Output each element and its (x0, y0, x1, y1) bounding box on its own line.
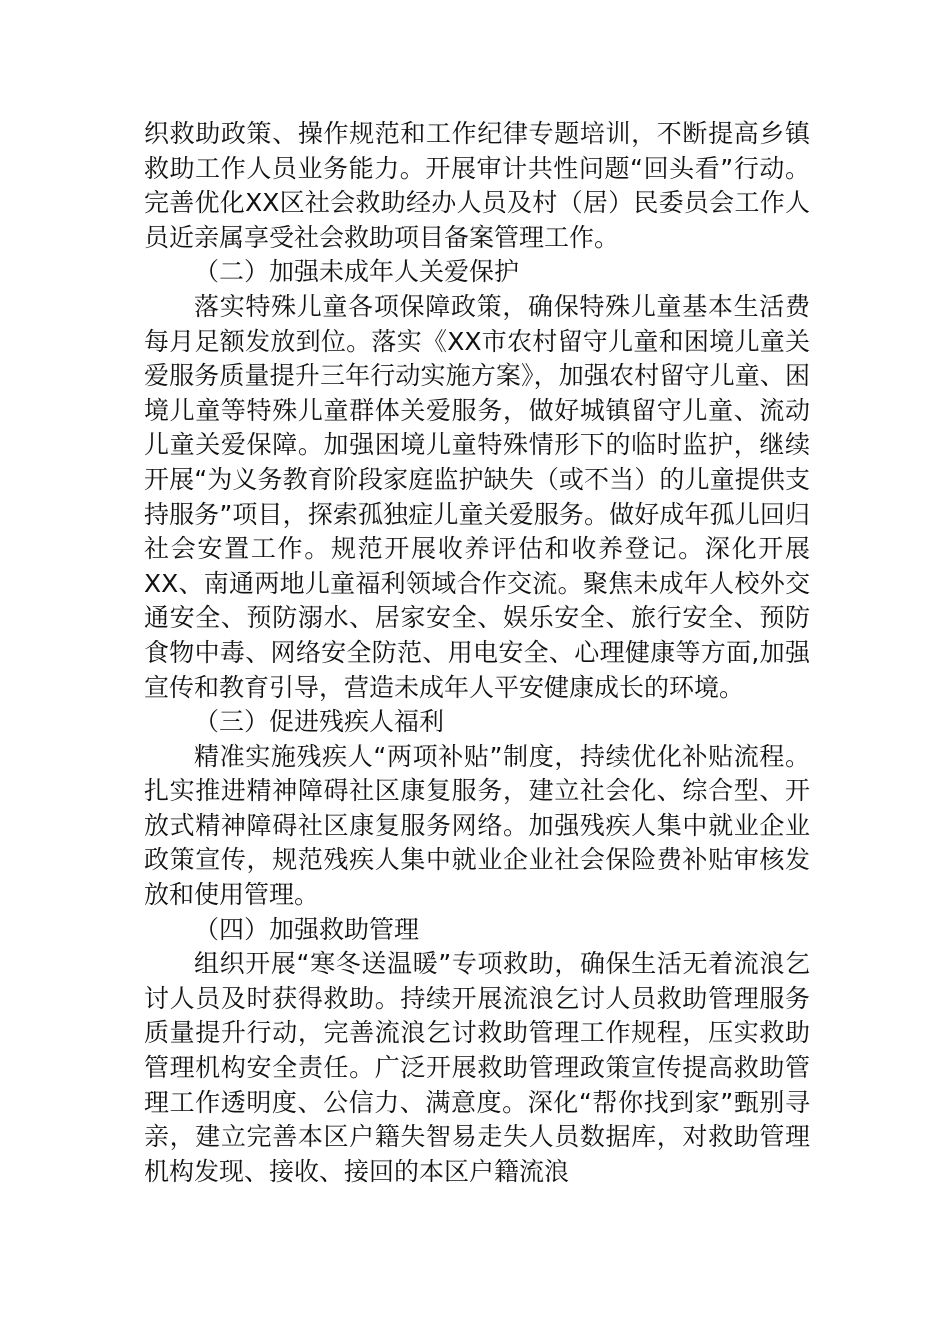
section-heading-minors: （二）加强未成年人关爱保护 (194, 257, 520, 287)
paragraph-minors: 落实特殊儿童各项保障政策，确保特殊儿童基本生活费每月足额发放到位。落实《XX市农村留守儿童和困境儿童关爱服务质量提升三年行动实施方案》，加强农村留守儿童、困境儿童等特殊儿童群体关爱服务，做好城镇留守儿童、流动儿童关爱保障。加强困境儿童特殊情形下的临时监护，继续开展“为义务教育阶段家庭监护缺失（或不当）的儿童提供支持服务”项目，探索孤独症儿童关爱服务。做好成年孤儿回归社会安置工作。规范开展收养评估和收养登记。深化开展XX、南通两地儿童福利领域合作交流。聚焦未成年人校外交通安全、预防溺水、居家安全、娱乐安全、旅行安全、预防食物中毒、网络安全防范、用电安全、心理健康等方面,加强宣传和教育引导，营造未成年人平安健康成长的环境。 (144, 291, 810, 702)
section-heading-relief: （四）加强救助管理 (194, 914, 420, 944)
section-heading-disabled: （三）促进残疾人福利 (194, 707, 445, 737)
paragraph-relief: 组织开展“寒冬送温暖”专项救助，确保生活无着流浪乞讨人员及时获得救助。持续开展流浪乞讨人员救助管理服务质量提升行动，完善流浪乞讨救助管理工作规程，压实救助管理机构安全责任。广泛开展救助管理政策宣传提高救助管理工作透明度、公信力、满意度。深化“帮你找到家”甄别寻亲，建立完善本区户籍失智易走失人员数据库，对救助管理机构发现、接收、接回的本区户籍流浪 (144, 949, 810, 1186)
document-body (144, 117, 810, 1189)
paragraph-disabled: 精准实施残疾人“两项补贴”制度，持续优化补贴流程。扎实推进精神障碍社区康复服务，建立社会化、综合型、开放式精神障碍社区康复服务网络。加强残疾人集中就业企业政策宣传，规范残疾人集中就业企业社会保险费补贴审核发放和使用管理。 (144, 741, 810, 910)
paragraph-training: 织救助政策、操作规范和工作纪律专题培训，不断提高乡镇救助工作人员业务能力。开展审计共性问题“回头看”行动。完善优化XX区社会救助经办人员及村（居）民委员会工作人员近亲属享受社会救助项目备案管理工作。 (144, 119, 810, 252)
